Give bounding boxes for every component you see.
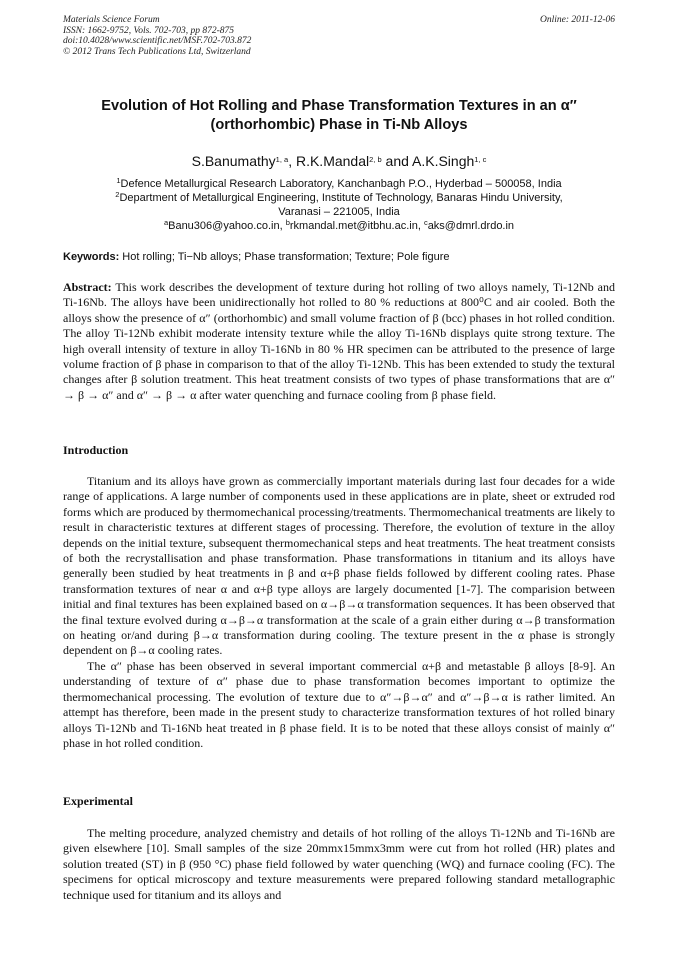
author-list (63, 152, 615, 170)
issn-line: ISSN: 1662-9752, Vols. 702-703, pp 872-875 (63, 25, 234, 36)
affiliation-line (63, 191, 615, 205)
author-affiliation-mark: 1, c (474, 155, 487, 164)
abstract-label: Abstract: (63, 280, 112, 294)
author-name: R.K.Mandal (295, 153, 370, 169)
keywords-label: Keywords: (63, 251, 120, 263)
affiliation-mark: 2 (115, 190, 120, 199)
experimental-heading: Experimental (63, 794, 133, 808)
paragraph: Titanium and its alloys have grown as commercially important materials during last four decades for a wide range of applications. A large number of components used in these applications are in plate, sheet or extruded rod forms which are produced by thermomechanical processing/treatments. Thermomechanical treatments are likely to result in characteristic textures at different stages of processing. Therefore, the evolution of texture in the alloy depends on the initial texture, subsequent thermomechanical steps and heat treatments. The heat treatment consists of both the recrystallisation and phase transformation. Phase transformations in titanium and its alloys have generally been studied by heat treatments in β and α+β phase fields followed by different cooling rates. Phase transformation textures of near α and α+β type alloys are largely documented [1-7]. The comparision between initial and final textures has been explained based on α→β→α transformation sequences. It has been observed that the final texture evolved during α→β→α transformation at the scale of a grain either during α→β transformation on heating or/and during β→α transformation during cooling. The texture present in the α phase is strongly dependent on β→α cooling rates. (63, 474, 615, 658)
online-date: Online: 2011-12-06 (539, 15, 615, 25)
author-name: S.Banumathy (191, 153, 276, 169)
copyright-line: © 2012 Trans Tech Publications Ltd, Switzerland (63, 46, 251, 57)
affiliation-line: Varanasi – 221005, India (278, 206, 400, 218)
author-name: A.K.Singh (412, 153, 475, 169)
email-link[interactable]: aks@dmrl.drdo.in (427, 220, 515, 232)
keywords (63, 250, 615, 264)
journal-name: Materials Science Forum (63, 15, 160, 25)
paper-title: Evolution of Hot Rolling and Phase Transformation Textures in an α″ (orthorhombic) Phase in Ti-Nb Alloys (101, 98, 577, 133)
email-mark: c (423, 218, 428, 227)
paragraph: The melting procedure, analyzed chemistry and details of hot rolling of the alloys Ti-12Nb and Ti-16Nb are given elsewhere [10]. Small samples of the size 20mmx15mmx3mm were cut from hot rolled (HR) plates and solution treated (ST) in β (950 °C) phase field followed by water quenching (WQ) and furnace cooling (FC). The specimens for optical microscopy and texture measurements were prepared following standard metallographic technique used for titanium and its alloys and (63, 826, 615, 902)
introduction-body (63, 474, 615, 751)
doi-line: doi:10.4028/www.scientific.net/MSF.702-703.872 (63, 36, 252, 46)
author-affiliation-mark: 1, a (275, 155, 289, 164)
email-mark: b (285, 218, 290, 227)
email-link[interactable]: rkmandal.met@itbhu.ac.in, (289, 220, 424, 232)
abstract-text: This work describes the development of texture during hot rolling of two alloys namely, Ti-12Nb and Ti-16Nb. The alloys have been unidirectionally hot rolled to 80 % reductions at 800⁰C and air cooled. Both the alloys show the presence of α″ (orthorhombic) and small volume fraction of β (bcc) phases in hot rolled condition. The alloy Ti-12Nb exhibit moderate intensity texture while the alloy Ti-16Nb displays quite strong texture. The high overall intensity of texture in alloy Ti-16Nb in 80 % HR specimen can be attributed to the presence of large volume fraction of β phase in comparison to that of the alloy Ti-12Nb. This has been extended to study the textural changes after β solution treatment. This heat treatment consists of two types of phase transformations that are α″ → β → α″ and α″ → β → α after water quenching and furnace cooling from β phase field. (63, 280, 615, 402)
author-affiliation-mark: 2, b (369, 155, 382, 164)
affiliation-mark: 1 (116, 176, 121, 185)
email-line (63, 219, 615, 233)
author-separator: , (288, 153, 296, 169)
email-link[interactable]: Banu306@yahoo.co.in, (168, 220, 286, 232)
paragraph: The α″ phase has been observed in several important commercial α+β and metastable β alloys [8-9]. An understanding of texture of α″ phase due to phase transformation becomes important to optimize the thermomechanical processing. The evolution of texture due to α″→β→α″ and α″→β→α is rather limited. An attempt has therefore, been made in the present study to characterize transformation textures of hot rolled binary alloys Ti-12Nb and Ti-16Nb heat treated in β phase field. It is to be noted that these alloys consist of mainly α″ phase in hot rolled condition. (63, 658, 615, 750)
affiliations (63, 177, 615, 233)
journal-metadata (63, 15, 423, 57)
experimental-body (63, 826, 615, 903)
introduction-heading: Introduction (63, 443, 129, 457)
abstract (63, 280, 615, 403)
email-mark: a (163, 218, 169, 227)
affiliation-text: Defence Metallurgical Research Laboratory, Kanchanbagh P.O., Hyderbad – 500058, India (120, 178, 562, 190)
affiliation-text: Department of Metallurgical Engineering, Institute of Technology, Banaras Hindu University, (119, 192, 563, 204)
author-separator: and (381, 153, 413, 169)
affiliation-line (63, 177, 615, 191)
keywords-text: Hot rolling; Ti−Nb alloys; Phase transformation; Texture; Pole figure (119, 251, 450, 263)
